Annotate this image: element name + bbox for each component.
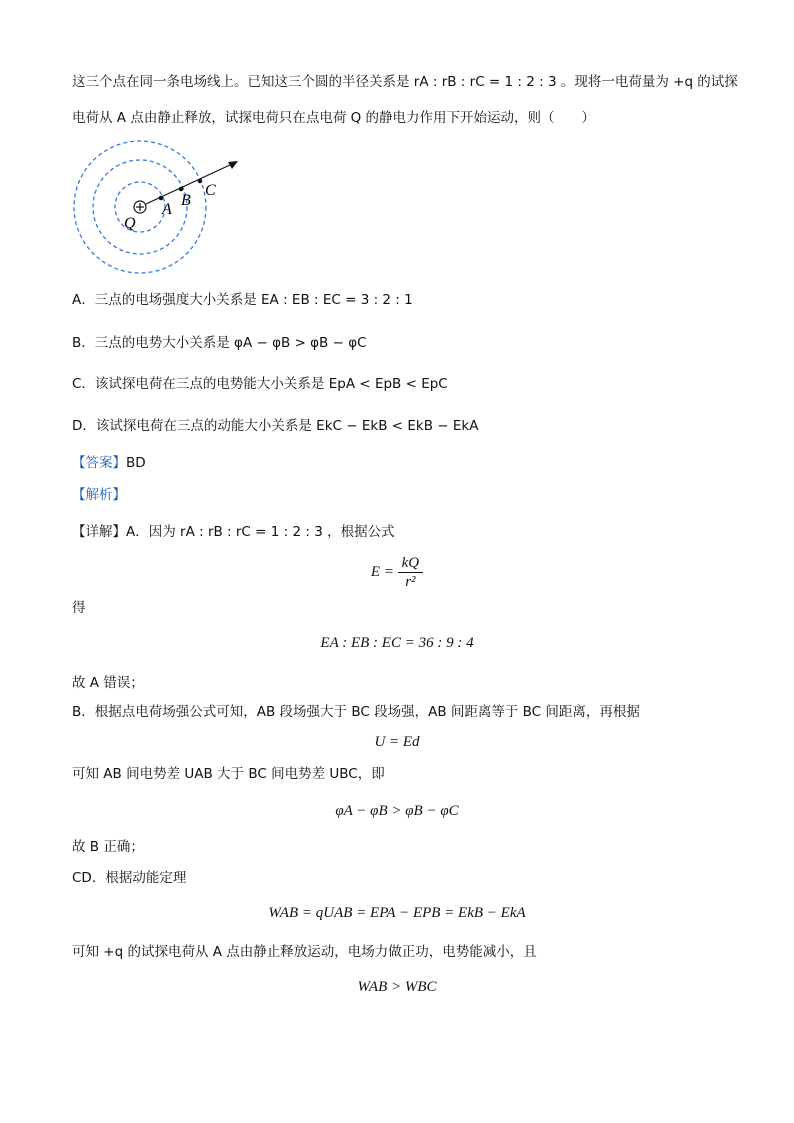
answer-label: 【答案】 [72, 455, 126, 471]
detail-line-4: B．根据点电荷场强公式可知，AB 段场强大于 BC 段场强，AB 间距离等于 BC 间距离，再根据 [72, 704, 640, 720]
answer-value: BD [126, 455, 146, 471]
point-b [179, 187, 184, 192]
question-line-1: 这三个点在同一条电场线上。已知这三个圆的半径关系是 rA : rB : rC = 1 : 2 : 3 。现将一电荷量为 +q 的试探 [72, 74, 738, 90]
detail-line-2: 得 [72, 600, 86, 616]
option-c: C．该试探电荷在三点的电势能大小关系是 EpA < EpB < EpC [72, 376, 448, 392]
concentric-field-figure [68, 140, 258, 280]
detail-line-7: CD．根据动能定理 [72, 870, 187, 886]
label-q: Q [124, 215, 136, 232]
formula-work-compare: WAB > WBC [357, 979, 437, 995]
label-c: C [205, 182, 216, 199]
detail-line-5: 可知 AB 间电势差 UAB 大于 BC 间电势差 UBC，即 [72, 766, 385, 782]
detail-line-3: 故 A 错误； [72, 675, 144, 691]
formula-work-energy: WAB = qUAB = EPA − EPB = EkB − EkA [268, 905, 526, 921]
label-b: B [181, 192, 191, 209]
detail-line-6: 故 B 正确； [72, 839, 144, 855]
formula-field-ratio: EA : EB : EC = 36 : 9 : 4 [320, 635, 474, 651]
point-c [198, 179, 203, 184]
option-d: D．该试探电荷在三点的动能大小关系是 EkC − EkB < EkB − EkA [72, 418, 479, 434]
formula-potential: φA − φB > φB − φC [335, 803, 459, 819]
question-line-2: 电荷从 A 点由静止释放，试探电荷只在点电荷 Q 的静电力作用下开始运动，则（ ） [72, 110, 596, 126]
formula-e-kq-r2: E = $\frac{kQ}{\text{r²}}$ [0, 554, 794, 591]
formula-u-ed: U = Ed [374, 734, 420, 750]
point-a [159, 196, 164, 201]
analysis-label: 【解析】 [72, 487, 126, 503]
label-a: A [162, 201, 172, 218]
answer-line [72, 453, 146, 473]
detail-line-1: 【详解】A．因为 rA : rB : rC = 1 : 2 : 3 ，根据公式 [72, 524, 395, 540]
option-a: A．三点的电场强度大小关系是 EA : EB : EC = 3 : 2 : 1 [72, 292, 413, 308]
detail-line-8: 可知 +q 的试探电荷从 A 点由静止释放运动，电场力做正功，电势能减小，且 [72, 944, 537, 960]
option-b: B．三点的电势大小关系是 φA − φB > φB − φC [72, 335, 367, 351]
